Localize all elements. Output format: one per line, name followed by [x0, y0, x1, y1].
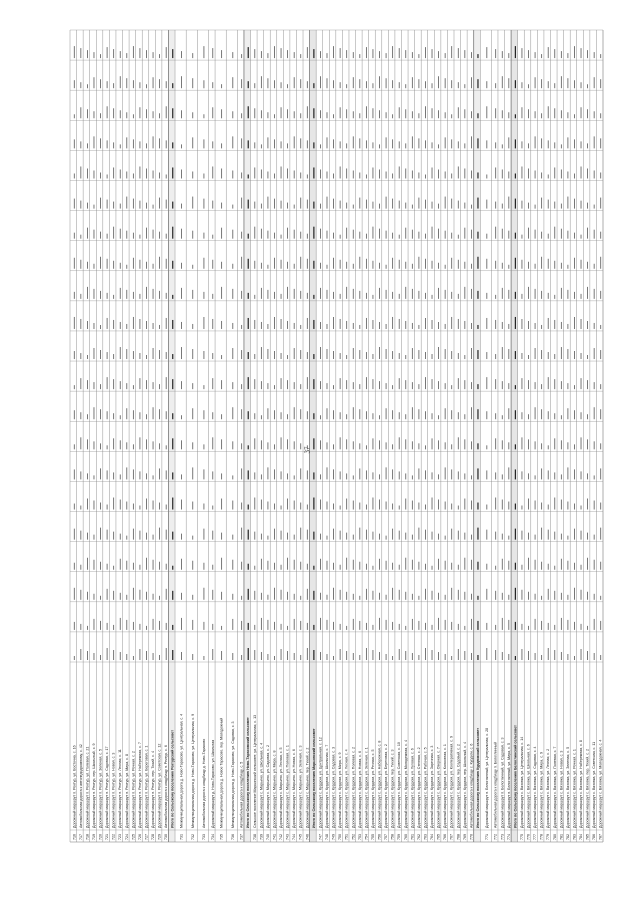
row-name: Дорожный маршрут с. Курдюм, ул. Зеленая, с. 1 [364, 747, 369, 828]
table-row [342, 30, 348, 842]
row-code: 768 [456, 834, 461, 840]
row-code: 729 [157, 834, 162, 840]
table-row [290, 30, 296, 842]
row-name: Автомобильная дорога к кладбищу с. Курдюм, с. 6 [469, 743, 474, 828]
row-code: 767 [449, 834, 454, 840]
table-subtotal-row [310, 30, 317, 842]
row-code: 738 [252, 834, 257, 840]
row-name: Дорожный маршрут с. Курдюм, ул. Садовая, с. 3 [331, 746, 336, 828]
table-row [264, 30, 270, 842]
row-name: Дорожный маршрут п. Ректур, ул. Садовая, с. 17 [105, 746, 110, 828]
row-name: Дорожный маршрут с. Вязовка, ул. Садовая, с. 4 [533, 746, 538, 828]
row-name: Дорожный маршрут с. Вязовка, ул. Советская, с. 11 [592, 741, 597, 828]
row-code: 725 [131, 834, 136, 840]
row-code: 764 [430, 834, 435, 840]
row-name: Дорожный маршрут с. Марьино, ул. Полевая, с. 1 [285, 745, 290, 828]
row-name: Дорожный маршрут с. Вязовка, ул. Лесная, с. 2 [546, 748, 551, 828]
page-number-text: 37 [303, 446, 311, 454]
row-name: Дорожный маршрут с. Курдюм, ул. Береговая, с. 2 [384, 744, 389, 828]
row-name: Дорожный маршрут с. Курдюм, ул. Мира, с. 9 [338, 752, 343, 828]
row-name: Дорожный маршрут с. Вязовка, ул. Речная, с. 1 [572, 749, 577, 828]
row-code: 782 [565, 834, 570, 840]
row-code: 771 [484, 834, 489, 840]
row-code: 774 [506, 834, 511, 840]
table-subtotal-row [474, 30, 481, 842]
table-row [197, 30, 206, 842]
row-name: Дорожный маршрут с. Марьино, ул. Садовая, с. 2 [265, 745, 270, 828]
table-row [421, 30, 427, 842]
row-name: Дорожный маршрут с. Вязовка, пер. Тихий, с. 2 [585, 748, 590, 828]
table-subtotal-row [511, 30, 518, 842]
table-row [129, 30, 135, 842]
table-row [467, 30, 473, 842]
row-code: 737 [239, 834, 244, 840]
row-name: Дорожный маршрут с. Вязовка, ул. Новая, с. 3 [559, 750, 564, 828]
table-row [441, 30, 447, 842]
row-name: Дорожный маршрут с. Марьино, ул. Новая, с. 6 [292, 749, 297, 828]
row-code: 783 [572, 834, 577, 840]
row-code: 780 [552, 834, 557, 840]
row-code: 727 [144, 834, 149, 840]
table-row [270, 30, 276, 842]
row-code: 719 [91, 834, 96, 840]
table-row [557, 30, 563, 842]
row-name: Дорожный маршрут п. Белоглинный, ул. Мира, с. 5 [506, 743, 511, 828]
row-name: Итого по Сельскому поселению Курдюмский сельсовет [475, 727, 480, 828]
row-code: 753 [357, 834, 362, 840]
row-name: Дорожный маршрут п. Белоглинный, ул. Центральная, с. 28 [484, 727, 489, 828]
row-code: 772 [493, 834, 498, 840]
row-code: 744 [292, 834, 297, 840]
row-name: Дорожный маршрут с. Курдюм, ул. Центральная, с. 12 [318, 737, 323, 828]
row-name: Дорожный маршрут с. Курдюм, ул. Речная, с. 5 [370, 749, 375, 828]
table-row [175, 30, 184, 842]
table-row [215, 30, 224, 842]
row-name: Дорожный маршрут с. Вязовка, ул. Полевая, с. 7 [552, 746, 557, 828]
row-name: Дорожный маршрут с. Курдюм, ул. Набережная, с. 8 [377, 740, 382, 828]
row-name: Межмуниципальная дорога д. Ново-Тарасово, ул. Центральная, с. 9 [190, 713, 195, 828]
table-row [329, 30, 335, 842]
table-row [434, 30, 440, 842]
row-code: 723 [118, 834, 123, 840]
row-name: Дорожный маршрут с. Вязовка, ул. Мира, с. 9 [539, 751, 544, 828]
row-code: 784 [579, 834, 584, 840]
row-name: Дорожный маршрут с. Курдюм, ул. Рабочая, с. 5 [423, 747, 428, 828]
table-row [577, 30, 583, 842]
row-code: 781 [559, 834, 564, 840]
table-row [454, 30, 460, 842]
row-code: 734 [210, 834, 215, 840]
row-name: Автомобильная дорога к кладбищу п. Белоглинный [493, 741, 498, 828]
row-name: Дорожный маршрут с. Марьино, ул. Мира, с. 8 [272, 750, 277, 828]
row-code: 765 [436, 834, 441, 840]
page-number [300, 440, 314, 460]
table-row [518, 30, 524, 842]
table-row [349, 30, 355, 842]
row-name: Дорожный маршрут п. Ректур, ул. Восточна, с. 16 [72, 745, 77, 828]
table-row [375, 30, 381, 842]
row-code: 716 [72, 834, 77, 840]
row-name: Дорожный маршрут с. Марьино, ул. Зеленая, с. 3 [298, 745, 303, 828]
row-name: Межмуниципальная дорога д. Новое Тарасово, пер. Молодежный [219, 717, 224, 828]
table-row [336, 30, 342, 842]
row-code: 748 [324, 834, 329, 840]
row-name: Итого по Сельскому поселению Ново-Тарасовский сельсовет [246, 717, 251, 828]
row-code: 776 [526, 834, 531, 840]
table-row [447, 30, 453, 842]
table-row [103, 30, 109, 842]
row-code: 722 [111, 834, 116, 840]
row-name: Дорожный маршрут п. Ректур, ул. Береговая, с. 1 [144, 745, 149, 828]
row-code: 724 [124, 834, 129, 840]
table-row [162, 30, 168, 842]
row-name: Дорожный маршрут с. Курдюм, ул. Луговая, с. 6 [410, 748, 415, 828]
table-row [461, 30, 467, 842]
table-row [415, 30, 421, 842]
table-row [90, 30, 96, 842]
row-name: Дорожный маршрут п. Ректур, пер. Школьный, с. 9 [91, 743, 96, 828]
table-row [408, 30, 414, 842]
table-row [283, 30, 289, 842]
row-code: 743 [285, 834, 290, 840]
row-name: Автомобильная дорога к кладбищу п. Ректур, с. 6 [164, 745, 169, 828]
row-shade [474, 30, 481, 842]
table-row [96, 30, 102, 842]
row-code: 769 [462, 834, 467, 840]
table-row [142, 30, 148, 842]
table-row [564, 30, 570, 842]
table-row [209, 30, 215, 842]
row-code: 747 [318, 834, 323, 840]
row-name: Дорожный маршрут с. Вязовка, ул. Набережная, с. 8 [579, 740, 584, 828]
row-code: 745 [298, 834, 303, 840]
row-code: 755 [370, 834, 375, 840]
row-code: 757 [384, 834, 389, 840]
row-code: 721 [105, 834, 110, 840]
row-name: Дорожный маршрут с. Курдюм, пер. Школьный, с. 4 [462, 741, 467, 828]
row-name: Дорожный маршрут п. Ректур, ул. Зеленая, с. 5 [98, 748, 103, 828]
row-name: Дорожный маршрут с. Вязовка, ул. Молодежная, с. 4 [598, 739, 603, 828]
row-code: 752 [351, 834, 356, 840]
row-code: 758 [390, 834, 395, 840]
row-name: Дорожный маршрут п. Ректур, пер. Тихий, с. 4 [151, 751, 156, 828]
row-name: Дорожный маршрут с. Курдюм, ул. Колхозная, с. 1 [443, 744, 448, 828]
row-name: Дорожный маршрут с. Курдюм, ул. Полевая, с. 2 [351, 747, 356, 828]
table-row [237, 30, 243, 842]
row-name: Итого по Сельскому поселению Белоглинский сельсовет [513, 725, 518, 828]
row-code: 778 [539, 834, 544, 840]
table-row [149, 30, 155, 842]
table-row [428, 30, 434, 842]
row-code: 770 [469, 834, 474, 840]
row-name: Дорожный маршрут с. Курдюм, ул. Степная, с. 2 [416, 747, 421, 828]
row-name: Дорожный маршрут п. Ректур, ул. Полевая, с. 21 [85, 746, 90, 828]
row-code: 731 [179, 834, 184, 840]
table-row [123, 30, 129, 842]
row-name: Дорожный маршрут с. Курдюм, ул. Кооперативная, с. 9 [449, 736, 454, 828]
row-name: Дорожный маршрут с. Вязовка, ул. Центральная, с. 14 [519, 736, 524, 828]
row-code: 785 [585, 834, 590, 840]
row-name: Дорожный маршрут с. Курдюм, ул. Новая, с. 6 [357, 751, 362, 828]
row-name: Автомобильная дорога к кладбищу, с. 5 [239, 761, 244, 828]
row-code: 720 [98, 834, 103, 840]
row-name: Дорожный маршрут с. Вязовка, ул. Школьная, с. 6 [526, 744, 531, 828]
table-row [382, 30, 388, 842]
row-code: 775 [519, 834, 524, 840]
row-code: 756 [377, 834, 382, 840]
row-code: 726 [137, 834, 142, 840]
row-code: 777 [533, 834, 538, 840]
row-name: Дорожный маршрут с. Курдюм, ул. Озерная, с. 7 [436, 747, 441, 828]
table-row [77, 30, 83, 842]
table-row [498, 30, 504, 842]
row-name: Итого по Сельскому поселению Ректурский сельсовет [170, 730, 175, 828]
table-row [155, 30, 161, 842]
row-name: Дорожный маршрут п. Ректур, ул. Новая, с. 3 [111, 752, 116, 828]
row-code: 740 [265, 834, 270, 840]
table-row [590, 30, 596, 842]
row-shade [310, 30, 317, 842]
row-shade [511, 30, 518, 842]
row-name: Дорожный маршрут с. Курдюм, ул. Лесная, с. 4 [344, 749, 349, 828]
table-row [369, 30, 375, 842]
table-row [136, 30, 142, 842]
table-row [480, 30, 489, 842]
row-name: Дорожный маршрут п. Ректур, ул. Речная, с. 2 [131, 751, 136, 828]
row-code: 762 [416, 834, 421, 840]
row-code: 759 [397, 834, 402, 840]
table-row [544, 30, 550, 842]
row-code: 751 [344, 834, 349, 840]
row-name: Автомобильная дорога к автопедодромному, с. 42 [78, 744, 83, 828]
row-code: 739 [259, 834, 264, 840]
row-name: Дорожный маршрут д. Ново-Тарасово, ул. Школьная [210, 739, 215, 828]
table-row [362, 30, 368, 842]
table-row [186, 30, 195, 842]
row-name: Дорожный маршрут с. Курдюм, ул. Школьная, с. 7 [324, 744, 329, 828]
row-name: Дорожный маршрут с. Марьино, ул. Школьная, с. 4 [259, 742, 264, 828]
row-name: Дорожный маршрут п. Ректур, ул. Советская, с. 12 [157, 743, 162, 828]
table-row [303, 30, 309, 842]
row-code: 779 [546, 834, 551, 840]
row-name: Дорожный маршрут п. Белоглинный, ул. Садовая, с. 3 [500, 737, 505, 828]
row-code: 736 [230, 834, 235, 840]
row-name: Дорожный маршрут п. Ректур, ул. Лесная, с. 11 [118, 749, 123, 828]
row-name: Дорожный маршрут с. Курдюм, пер. Тихий, с. 3 [390, 749, 395, 828]
table-row [570, 30, 576, 842]
row-code: 717 [78, 834, 83, 840]
row-name: Дорожный маршрут с. Курдюм, ул. Заречная, с. 3 [430, 745, 435, 828]
row-code: 754 [364, 834, 369, 840]
row-name: Дорожный маршрут п. Ректур, ул. Набережная, с. 7 [137, 742, 142, 828]
row-name: Межмуниципальная дорога д. Ново-Тарасово, ул. Садовая, с. 3 [230, 721, 235, 828]
table-row [401, 30, 407, 842]
row-code: 728 [151, 834, 156, 840]
row-code: 760 [403, 834, 408, 840]
table-row [251, 30, 257, 842]
table-row [257, 30, 263, 842]
row-code: 718 [85, 834, 90, 840]
row-name: Автомобильная дорога к кладбищу д. Ново-Тарасово [201, 738, 206, 828]
row-code: 733 [201, 834, 206, 840]
table-row [116, 30, 122, 842]
table-row [109, 30, 115, 842]
table-row [388, 30, 394, 842]
table-subtotal-row [244, 30, 251, 842]
table-row [356, 30, 362, 842]
table-row [491, 30, 497, 842]
table-row [505, 30, 511, 842]
row-name: Дорожный маршрут с. Курдюм, пер. Садовый, с. 2 [456, 744, 461, 828]
row-name: Дорожный маршрут с. Марьино, ул. Лесная, с. 5 [279, 747, 284, 828]
row-code: 773 [500, 834, 505, 840]
table-row [395, 30, 401, 842]
row-name: Дорожный маршрут с. Марьино, пер. Тихий, с. 2 [305, 747, 310, 828]
table-row [83, 30, 89, 842]
column-rules [70, 30, 603, 842]
row-name: Итого по Сельскому поселению Марьинский сельсовет [311, 728, 316, 828]
row-code: 732 [190, 834, 195, 840]
table-row [316, 30, 322, 842]
row-code: 750 [338, 834, 343, 840]
table-row [583, 30, 589, 842]
row-name: Дорожный маршрут с. Вязовка, ул. Зеленая, с. 5 [565, 746, 570, 828]
table-row [537, 30, 543, 842]
row-code: 742 [279, 834, 284, 840]
row-code: 730 [164, 834, 169, 840]
row-name: Дорожный маршрут с. Курдюм, ул. Молодежная, с. 4 [403, 740, 408, 828]
row-name: Дорожный маршрут с. Курдюм, ул. Советская, с. 10 [397, 742, 402, 828]
table-row [596, 30, 602, 842]
table-row [226, 30, 235, 842]
row-name: Межмуниципальная дорога д. Ново-Тарасово, ул. Центральная, с. 4 [179, 713, 184, 828]
row-code: 763 [423, 834, 428, 840]
row-code: 746 [305, 834, 310, 840]
row-code: 761 [410, 834, 415, 840]
table-row [70, 30, 76, 842]
row-code: 741 [272, 834, 277, 840]
row-code: 787 [598, 834, 603, 840]
table-row [531, 30, 537, 842]
table-row [296, 30, 302, 842]
row-code: 735 [219, 834, 224, 840]
table-row [323, 30, 329, 842]
row-code: 766 [443, 834, 448, 840]
table-row [550, 30, 556, 842]
row-code: 786 [592, 834, 597, 840]
table-row [524, 30, 530, 842]
row-name: Сельское поселение Марьинский сельсовет, ул. Центральная, с. 13 [252, 714, 257, 828]
row-shade [168, 30, 175, 842]
row-code: 749 [331, 834, 336, 840]
table-subtotal-row [168, 30, 175, 842]
table-grid [70, 30, 603, 842]
row-name: Дорожный маршрут п. Ректур, ул. Мира, с. 8 [124, 754, 129, 828]
table-row [277, 30, 283, 842]
